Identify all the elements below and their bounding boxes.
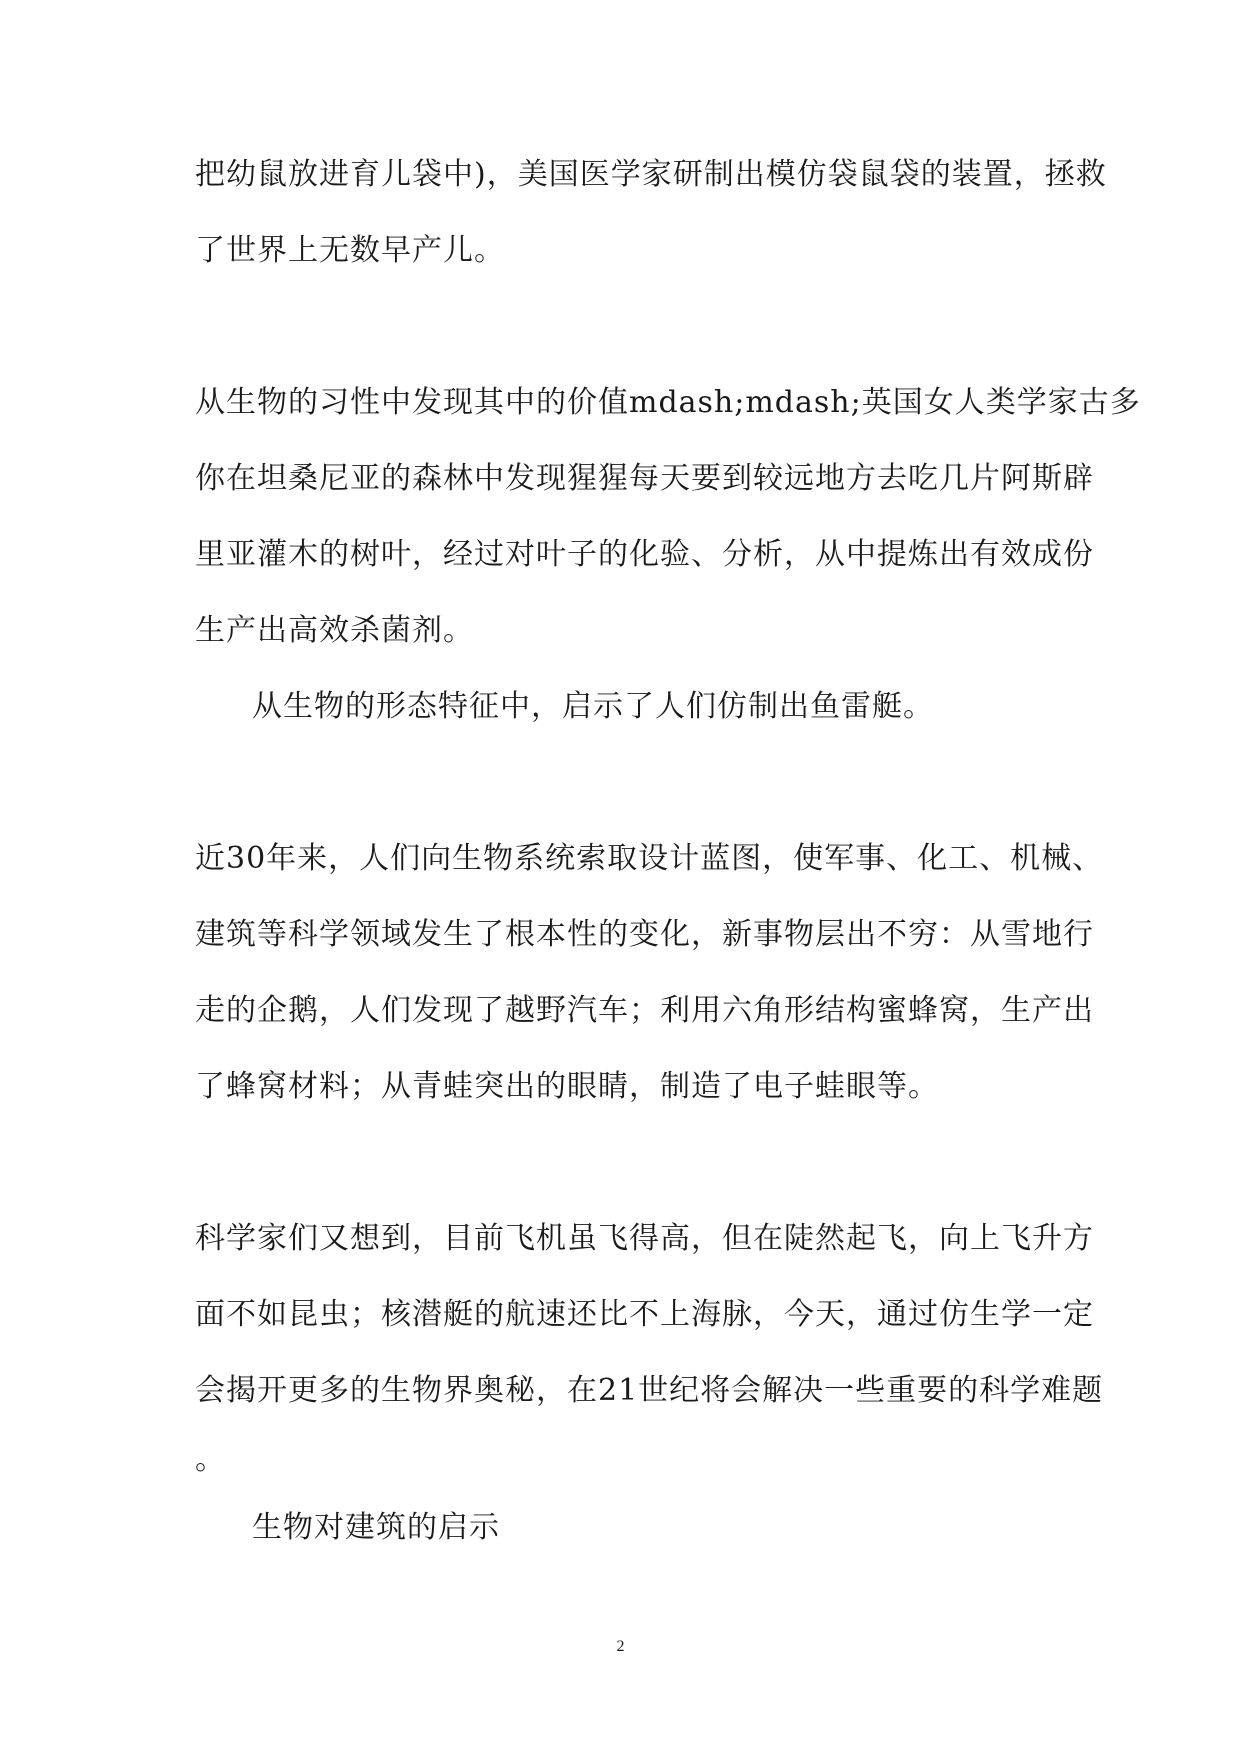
text-line: 把幼鼠放进育儿袋中)，美国医学家研制出模仿袋鼠袋的装置，拯救 — [195, 157, 1107, 192]
text-line: 建筑等科学领域发生了根本性的变化，新事物层出不穷：从雪地行 — [195, 917, 1094, 952]
text-line: 了蜂窝材料；从青蛙突出的眼睛，制造了电子蛙眼等。 — [195, 1069, 939, 1104]
text-line: 从生物的形态特征中，启示了人们仿制出鱼雷艇。 — [252, 689, 934, 724]
text-line: 近30年来，人们向生物系统索取设计蓝图，使军事、化工、机械、 — [195, 841, 1104, 876]
text-line: 会揭开更多的生物界奥秘，在21世纪将会解决一些重要的科学难题 — [195, 1373, 1104, 1408]
page-number: 2 — [616, 1638, 625, 1655]
text-line: 走的企鹅，人们发现了越野汽车；利用六角形结构蜜蜂窝，生产出 — [195, 993, 1094, 1028]
text-line: 从生物的习性中发现其中的价值mdash;mdash;英国女人类学家古多 — [195, 385, 1141, 420]
text-line: 生产出高效杀菌剂。 — [195, 613, 474, 648]
text-line: 科学家们又想到，目前飞机虽飞得高，但在陡然起飞，向上飞升方 — [195, 1221, 1094, 1256]
text-line: 你在坦桑尼亚的森林中发现猩猩每天要到较远地方去吃几片阿斯辟 — [195, 461, 1094, 496]
text-line: 。 — [195, 1442, 226, 1477]
section-heading: 生物对建筑的启示 — [252, 1510, 500, 1545]
text-line: 里亚灌木的树叶，经过对叶子的化验、分析，从中提炼出有效成份 — [195, 537, 1094, 572]
text-line: 面不如昆虫；核潜艇的航速还比不上海脉，今天，通过仿生学一定 — [195, 1297, 1094, 1332]
text-line: 了世界上无数早产儿。 — [195, 233, 505, 268]
